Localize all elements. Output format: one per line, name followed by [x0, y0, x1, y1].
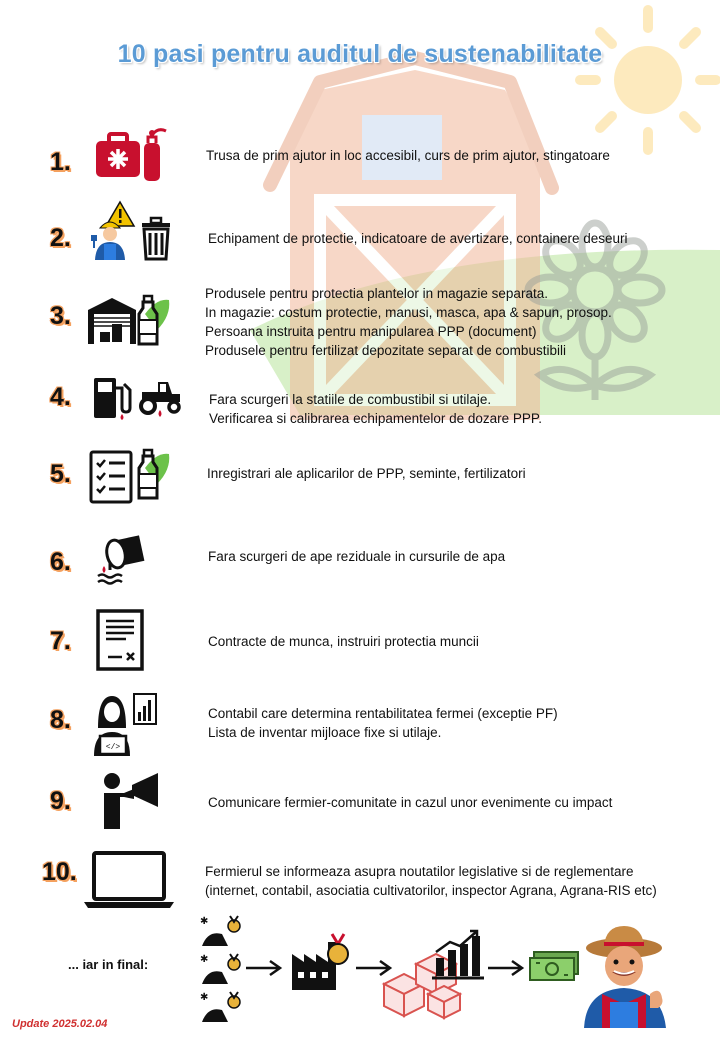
step-9-text	[208, 793, 612, 812]
step-number-1: 1.	[50, 148, 71, 176]
step-5-line-1: Inregistrari ale aplicarilor de PPP, seminte, fertilizatori	[207, 466, 526, 481]
final-label: ... iar in final:	[68, 957, 149, 972]
step-9-line-1: Comunicare fermier-comunitate in cazul unor evenimente cu impact	[208, 795, 613, 810]
step-3-line-3: Persoana instruita pentru manipularea PPP (document)	[205, 324, 537, 339]
step-10-line-1: Fermierul se informeaza asupra noutatilor legislative si de reglementare	[205, 864, 634, 879]
step-number-7: 7.	[50, 627, 71, 655]
step-2-line-1: Echipament de protectie, indicatoare de avertizare, containere deseuri	[208, 231, 628, 246]
step-4-text	[209, 390, 542, 428]
step-6-line-1: Fara scurgeri de ape reziduale in cursurile de apa	[208, 549, 506, 564]
step-8-line-2: Lista de inventar mijloace fixe si utilaje.	[208, 725, 442, 740]
svg-text:✱: ✱	[200, 992, 209, 1003]
farm-medal-3	[200, 992, 240, 1022]
warehouse-icon	[86, 294, 138, 346]
farm-medal-icon	[198, 912, 246, 1032]
contract-document-icon	[96, 609, 144, 671]
step-4-line-1: Fara scurgeri la statiile de combustibil si utilaje.	[209, 392, 492, 407]
step-number-5: 5.	[50, 460, 71, 488]
megaphone-person-icon	[100, 771, 162, 829]
checklist-icon	[88, 449, 134, 505]
step-number-4: 4.	[50, 383, 71, 411]
svg-text:✱: ✱	[200, 916, 209, 927]
happy-farmer-icon	[580, 924, 672, 1028]
step-8-line-1: Contabil care determina rentabilitatea fermei (exceptie PF)	[208, 706, 558, 721]
arrow-right-icon	[486, 958, 528, 978]
money-icon	[528, 948, 582, 984]
arrow-right-icon	[244, 958, 286, 978]
pesticide-bottle-icon	[135, 294, 171, 348]
step-7-text	[208, 632, 479, 651]
fire-extinguisher-icon	[138, 125, 170, 183]
step-number-10: 10.	[42, 858, 77, 886]
farm-medal-2	[200, 954, 240, 984]
worker-warning-icon	[90, 200, 138, 262]
svg-text:</>: </>	[105, 743, 121, 752]
fuel-pump-icon	[92, 374, 134, 422]
sun-shape	[580, 10, 716, 150]
step-3-line-4: Produsele pentru fertilizat depozitate separat de combustibili	[205, 343, 566, 358]
accountant-icon	[90, 692, 158, 758]
svg-text:✱: ✱	[200, 954, 209, 965]
growth-chart-icon	[430, 928, 486, 980]
step-1-line-1: Trusa de prim ajutor in loc accesibil, curs de prim ajutor, stingatoare	[206, 148, 610, 163]
step-3-line-1: Produsele pentru protectia plantelor in magazie separata.	[205, 286, 548, 301]
step-number-8: 8.	[50, 706, 71, 734]
farm-medal-1	[200, 916, 240, 946]
step-7-line-1: Contracte de munca, instruiri protectia muncii	[208, 634, 479, 649]
step-number-3: 3.	[50, 302, 71, 330]
step-6-text	[208, 547, 505, 566]
step-3-line-2: In magazie: costum protectie, manusi, masca, apa & sapun, prosop.	[205, 305, 612, 320]
step-10-text	[205, 862, 657, 900]
laptop-icon	[82, 850, 176, 910]
update-date: Update 2025.02.04	[12, 1018, 108, 1030]
step-number-9: 9.	[50, 787, 71, 815]
tractor-icon	[136, 378, 184, 418]
factory-medal-icon	[290, 932, 352, 992]
step-number-2: 2.	[50, 224, 71, 252]
step-3-text	[205, 284, 612, 360]
step-5-text	[207, 464, 526, 483]
step-2-text	[208, 229, 628, 248]
step-8-text	[208, 704, 558, 742]
step-number-6: 6.	[50, 548, 71, 576]
trash-can-icon	[138, 215, 174, 261]
step-10-line-2: (internet, contabil, asociatia cultivatorilor, inspector Agrana, Agrana-RIS etc)	[205, 883, 657, 898]
wastewater-pipe-icon	[92, 532, 154, 586]
page-title: 10 pasi pentru auditul de sustenabilitate	[117, 40, 603, 68]
step-1-text	[206, 146, 610, 165]
pesticide-bottle-icon	[135, 448, 171, 502]
step-4-line-2: Verificarea si calibrarea echipamentelor de dozare PPP.	[209, 411, 542, 426]
